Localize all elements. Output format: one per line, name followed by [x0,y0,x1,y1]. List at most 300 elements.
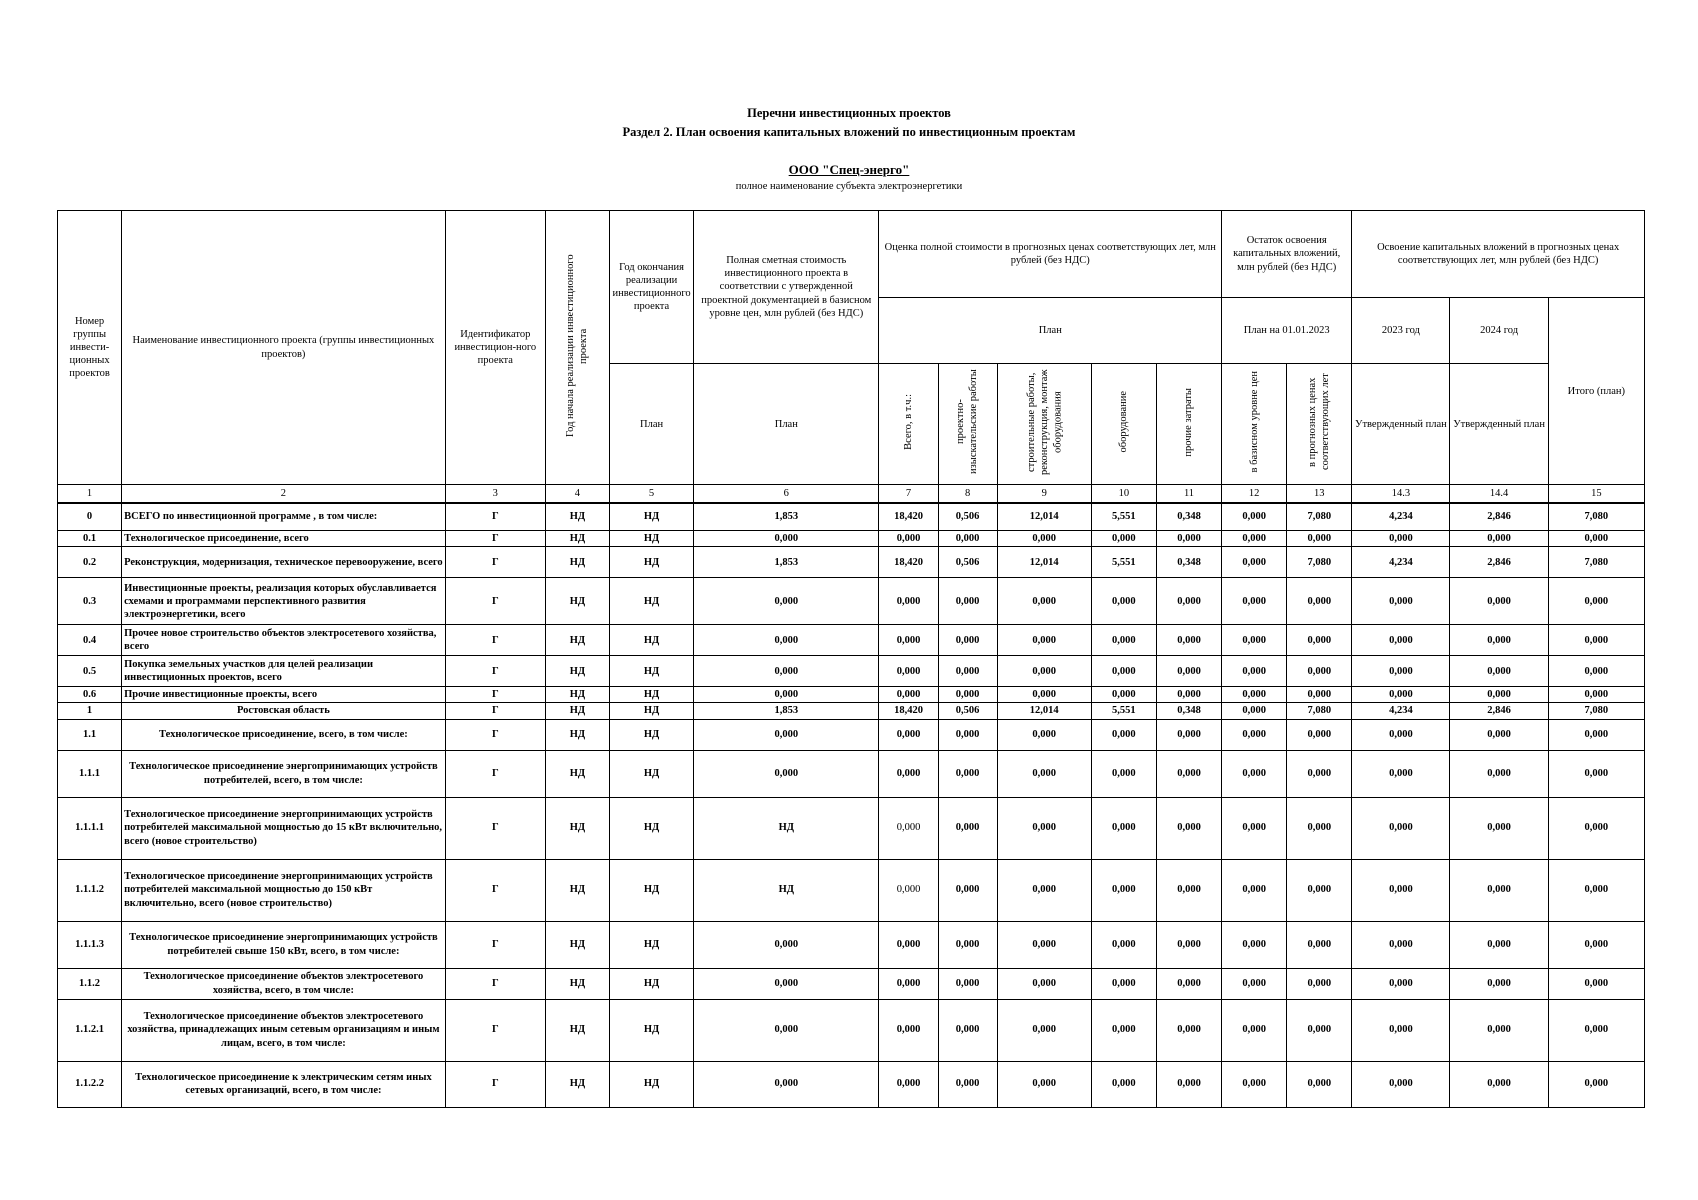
plan-2023-cell: 0,000 [1352,656,1450,687]
header-end-year: Год окончания реализации инвестиционного проекта [609,211,693,364]
header-start-year-text: Год начала реализации инвестиционного проекта [565,254,590,437]
start-year-cell: НД [545,703,609,719]
header-equipment [1091,364,1156,485]
project-id-cell: Г [445,547,545,578]
remaining-forecast-cell: 7,080 [1287,503,1352,531]
total-plan-cell: 0,000 [1548,656,1644,687]
project-name-cell: Реконструкция, модернизация, техническое перевооружение, всего [122,547,446,578]
remaining-base-cell: 0,000 [1222,687,1287,703]
equipment-cost-cell: 0,000 [1091,921,1156,968]
total-cost-cell: 0,000 [879,999,938,1061]
project-name-cell: Технологическое присоединение энергопринимающих устройств потребителей максимальной мощностью до 150 кВт включительно, всего (новое строительство) [122,859,446,921]
end-year-cell: НД [609,656,693,687]
plan-2024-cell: 0,000 [1450,859,1548,921]
table-row [58,531,1645,547]
table-row [58,797,1645,859]
other-cost-cell: 0,348 [1156,547,1221,578]
end-year-cell: НД [609,719,693,750]
design-cost-cell: 0,000 [938,968,997,999]
design-cost-cell: 0,000 [938,719,997,750]
plan-2024-cell: 0,000 [1450,578,1548,625]
project-id-cell: Г [445,578,545,625]
table-header [58,211,1645,503]
table-row [58,1061,1645,1107]
construction-cost-cell: 0,000 [997,1061,1091,1107]
full-cost-cell: 1,853 [694,503,879,531]
construction-cost-cell: 0,000 [997,625,1091,656]
total-cost-cell: 0,000 [879,859,938,921]
plan-2024-cell: 0,000 [1450,656,1548,687]
design-cost-cell: 0,000 [938,999,997,1061]
design-cost-cell: 0,506 [938,547,997,578]
plan-2023-cell: 0,000 [1352,999,1450,1061]
end-year-cell: НД [609,687,693,703]
equipment-cost-cell: 0,000 [1091,1061,1156,1107]
total-cost-cell: 0,000 [879,687,938,703]
project-name-cell: Технологическое присоединение энергопринимающих устройств потребителей, всего, в том числе: [122,750,446,797]
remaining-base-cell: 0,000 [1222,859,1287,921]
remaining-forecast-cell: 0,000 [1287,625,1352,656]
header-plan-end: План [609,364,693,485]
project-name-cell: Инвестиционные проекты, реализация которых обуславливается схемами и программами перспективного развития электроэнергетики, всего [122,578,446,625]
full-cost-cell: 0,000 [694,656,879,687]
header-forecast-prices [1287,364,1352,485]
remaining-base-cell: 0,000 [1222,1061,1287,1107]
other-cost-cell: 0,000 [1156,719,1221,750]
end-year-cell: НД [609,859,693,921]
project-id-cell: Г [445,921,545,968]
header-other-costs [1156,364,1221,485]
column-number: 3 [445,485,545,503]
design-cost-cell: 0,000 [938,625,997,656]
column-number: 4 [545,485,609,503]
full-cost-cell: 0,000 [694,750,879,797]
remaining-base-cell: 0,000 [1222,578,1287,625]
remaining-forecast-cell: 0,000 [1287,921,1352,968]
header-approved-2024: Утвержденный план [1450,364,1548,485]
full-cost-cell: НД [694,797,879,859]
remaining-forecast-cell: 0,000 [1287,531,1352,547]
row-number-cell: 0.3 [58,578,122,625]
row-number-cell: 1.1.2 [58,968,122,999]
equipment-cost-cell: 0,000 [1091,750,1156,797]
full-cost-cell: 0,000 [694,1061,879,1107]
row-number-cell: 1.1.1.3 [58,921,122,968]
remaining-base-cell: 0,000 [1222,656,1287,687]
header-base-prices [1222,364,1287,485]
design-cost-cell: 0,000 [938,797,997,859]
project-name-cell: Технологическое присоединение к электрическим сетям иных сетевых организаций, всего, в том числе: [122,1061,446,1107]
total-plan-cell: 0,000 [1548,797,1644,859]
equipment-cost-cell: 5,551 [1091,703,1156,719]
end-year-cell: НД [609,578,693,625]
design-cost-cell: 0,000 [938,1061,997,1107]
plan-2023-cell: 0,000 [1352,1061,1450,1107]
total-plan-cell: 0,000 [1548,968,1644,999]
end-year-cell: НД [609,968,693,999]
column-number: 5 [609,485,693,503]
row-number-cell: 0 [58,503,122,531]
header-year-2024: 2024 год [1450,298,1548,364]
equipment-cost-cell: 0,000 [1091,687,1156,703]
plan-2023-cell: 0,000 [1352,625,1450,656]
full-cost-cell: 0,000 [694,921,879,968]
header-start-year [545,211,609,485]
start-year-cell: НД [545,921,609,968]
header-construction [997,364,1091,485]
total-plan-cell: 0,000 [1548,1061,1644,1107]
equipment-cost-cell: 5,551 [1091,547,1156,578]
header-development: Освоение капитальных вложений в прогнозных ценах соответствующих лет, млн рублей (без НДС) [1352,211,1645,298]
remaining-forecast-cell: 0,000 [1287,719,1352,750]
end-year-cell: НД [609,503,693,531]
design-cost-cell: 0,000 [938,578,997,625]
plan-2024-cell: 0,000 [1450,968,1548,999]
column-number: 14.4 [1450,485,1548,503]
header-remaining: Остаток освоения капитальных вложений, млн рублей (без НДС) [1222,211,1352,298]
header-total-plan: Итого (план) [1548,298,1644,485]
remaining-base-cell: 0,000 [1222,703,1287,719]
start-year-cell: НД [545,750,609,797]
column-number: 2 [122,485,446,503]
project-id-cell: Г [445,797,545,859]
plan-2023-cell: 0,000 [1352,750,1450,797]
plan-2023-cell: 0,000 [1352,968,1450,999]
start-year-cell: НД [545,687,609,703]
remaining-base-cell: 0,000 [1222,531,1287,547]
remaining-forecast-cell: 0,000 [1287,656,1352,687]
design-cost-cell: 0,000 [938,656,997,687]
total-cost-cell: 0,000 [879,750,938,797]
project-id-cell: Г [445,750,545,797]
start-year-cell: НД [545,656,609,687]
table-row [58,547,1645,578]
column-numbers-row [58,485,1645,503]
construction-cost-cell: 0,000 [997,750,1091,797]
project-name-cell: ВСЕГО по инвестиционной программе , в том числе: [122,503,446,531]
plan-2023-cell: 0,000 [1352,921,1450,968]
column-number: 14.3 [1352,485,1450,503]
remaining-forecast-cell: 0,000 [1287,968,1352,999]
plan-2024-cell: 0,000 [1450,921,1548,968]
column-number: 10 [1091,485,1156,503]
column-number: 12 [1222,485,1287,503]
total-cost-cell: 18,420 [879,503,938,531]
start-year-cell: НД [545,1061,609,1107]
plan-2024-cell: 0,000 [1450,719,1548,750]
full-cost-cell: 0,000 [694,999,879,1061]
remaining-forecast-cell: 0,000 [1287,1061,1352,1107]
plan-2023-cell: 4,234 [1352,547,1450,578]
project-name-cell: Прочие инвестиционные проекты, всего [122,687,446,703]
construction-cost-cell: 0,000 [997,656,1091,687]
plan-2023-cell: 4,234 [1352,703,1450,719]
remaining-base-cell: 0,000 [1222,999,1287,1061]
full-cost-cell: НД [694,859,879,921]
plan-2023-cell: 0,000 [1352,687,1450,703]
equipment-cost-cell: 0,000 [1091,859,1156,921]
start-year-cell: НД [545,797,609,859]
remaining-forecast-cell: 0,000 [1287,750,1352,797]
design-cost-cell: 0,000 [938,531,997,547]
remaining-forecast-cell: 0,000 [1287,859,1352,921]
table-row [58,687,1645,703]
project-name-cell: Технологическое присоединение объектов электросетевого хозяйства, принадлежащих иным сетевым организациям и иным лицам, всего, в том числе: [122,999,446,1061]
header-plan-cost: План [694,364,879,485]
full-cost-cell: 0,000 [694,578,879,625]
plan-2023-cell: 0,000 [1352,859,1450,921]
column-number: 8 [938,485,997,503]
header-full-cost: Полная сметная стоимость инвестиционного проекта в соответствии с утвержденной проектной документацией в базисном уровне цен, млн рублей (без НДС) [694,211,879,364]
full-cost-cell: 1,853 [694,703,879,719]
row-number-cell: 1.1.1 [58,750,122,797]
equipment-cost-cell: 0,000 [1091,999,1156,1061]
row-number-cell: 1.1.1.1 [58,797,122,859]
header-base-prices-text: в базисном уровне цен [1248,371,1260,473]
equipment-cost-cell: 0,000 [1091,968,1156,999]
project-name-cell: Прочее новое строительство объектов электросетевого хозяйства, всего [122,625,446,656]
project-id-cell: Г [445,968,545,999]
remaining-base-cell: 0,000 [1222,625,1287,656]
table-row [58,921,1645,968]
total-cost-cell: 0,000 [879,719,938,750]
other-cost-cell: 0,000 [1156,859,1221,921]
table-row [58,503,1645,531]
row-number-cell: 0.6 [58,687,122,703]
construction-cost-cell: 0,000 [997,578,1091,625]
project-name-cell: Технологическое присоединение, всего [122,531,446,547]
remaining-forecast-cell: 7,080 [1287,547,1352,578]
end-year-cell: НД [609,750,693,797]
construction-cost-cell: 0,000 [997,797,1091,859]
total-plan-cell: 0,000 [1548,531,1644,547]
table-row [58,703,1645,719]
plan-2024-cell: 0,000 [1450,1061,1548,1107]
total-plan-cell: 7,080 [1548,703,1644,719]
start-year-cell: НД [545,578,609,625]
plan-2023-cell: 0,000 [1352,719,1450,750]
total-cost-cell: 0,000 [879,1061,938,1107]
total-plan-cell: 0,000 [1548,578,1644,625]
header-total-incl-text: Всего, в т.ч.: [902,394,914,450]
table-row [58,578,1645,625]
design-cost-cell: 0,000 [938,750,997,797]
row-number-cell: 0.4 [58,625,122,656]
start-year-cell: НД [545,547,609,578]
construction-cost-cell: 12,014 [997,547,1091,578]
start-year-cell: НД [545,999,609,1061]
construction-cost-cell: 0,000 [997,859,1091,921]
other-cost-cell: 0,000 [1156,1061,1221,1107]
other-cost-cell: 0,348 [1156,503,1221,531]
remaining-base-cell: 0,000 [1222,503,1287,531]
plan-2024-cell: 0,000 [1450,531,1548,547]
header-forecast-cost: Оценка полной стоимости в прогнозных ценах соответствующих лет, млн рублей (без НДС) [879,211,1222,298]
row-number-cell: 1.1.2.2 [58,1061,122,1107]
table-row [58,859,1645,921]
remaining-base-cell: 0,000 [1222,547,1287,578]
column-number: 7 [879,485,938,503]
column-number: 13 [1287,485,1352,503]
project-name-cell: Технологическое присоединение, всего, в том числе: [122,719,446,750]
row-number-cell: 1 [58,703,122,719]
equipment-cost-cell: 0,000 [1091,797,1156,859]
design-cost-cell: 0,000 [938,859,997,921]
total-plan-cell: 7,080 [1548,503,1644,531]
start-year-cell: НД [545,859,609,921]
plan-2024-cell: 0,000 [1450,999,1548,1061]
table-row [58,968,1645,999]
organization-caption: полное наименование субъекта электроэнергетики [735,181,963,192]
project-name-cell: Технологическое присоединение энергопринимающих устройств потребителей максимальной мощностью до 15 кВт включительно, всего (новое строительство) [122,797,446,859]
total-plan-cell: 0,000 [1548,921,1644,968]
start-year-cell: НД [545,503,609,531]
total-plan-cell: 0,000 [1548,750,1644,797]
header-project-name: Наименование инвестиционного проекта (группы инвестиционных проектов) [122,211,446,485]
table-row [58,625,1645,656]
project-name-cell: Покупка земельных участков для целей реализации инвестиционных проектов, всего [122,656,446,687]
header-equipment-text: оборудование [1118,391,1130,453]
full-cost-cell: 1,853 [694,547,879,578]
header-construction-text: строительные работы, реконструкция, монтаж оборудования [1025,369,1063,475]
end-year-cell: НД [609,703,693,719]
construction-cost-cell: 0,000 [997,687,1091,703]
end-year-cell: НД [609,797,693,859]
row-number-cell: 1.1.1.2 [58,859,122,921]
remaining-forecast-cell: 0,000 [1287,797,1352,859]
start-year-cell: НД [545,531,609,547]
plan-2024-cell: 0,000 [1450,750,1548,797]
other-cost-cell: 0,000 [1156,625,1221,656]
row-number-cell: 0.5 [58,656,122,687]
plan-2024-cell: 2,846 [1450,547,1548,578]
project-name-cell: Технологическое присоединение энергопринимающих устройств потребителей свыше 150 кВт, всего, в том числе: [122,921,446,968]
total-cost-cell: 0,000 [879,921,938,968]
plan-2024-cell: 2,846 [1450,503,1548,531]
total-cost-cell: 0,000 [879,531,938,547]
header-year-2023: 2023 год [1352,298,1450,364]
table-row [58,999,1645,1061]
end-year-cell: НД [609,1061,693,1107]
project-id-cell: Г [445,531,545,547]
end-year-cell: НД [609,625,693,656]
total-cost-cell: 18,420 [879,547,938,578]
total-plan-cell: 0,000 [1548,625,1644,656]
remaining-base-cell: 0,000 [1222,797,1287,859]
document-subtitle: Раздел 2. План освоения капитальных вложений по инвестиционным проектам [622,125,1076,139]
total-plan-cell: 0,000 [1548,859,1644,921]
construction-cost-cell: 0,000 [997,531,1091,547]
project-id-cell: Г [445,656,545,687]
full-cost-cell: 0,000 [694,687,879,703]
remaining-base-cell: 0,000 [1222,968,1287,999]
header-total-incl [879,364,938,485]
other-cost-cell: 0,000 [1156,578,1221,625]
investment-plan-table [57,210,1645,1108]
equipment-cost-cell: 0,000 [1091,719,1156,750]
remaining-base-cell: 0,000 [1222,921,1287,968]
project-id-cell: Г [445,1061,545,1107]
project-id-cell: Г [445,703,545,719]
row-number-cell: 0.1 [58,531,122,547]
plan-2024-cell: 0,000 [1450,797,1548,859]
construction-cost-cell: 12,014 [997,703,1091,719]
column-number: 1 [58,485,122,503]
plan-2024-cell: 0,000 [1450,687,1548,703]
plan-2024-cell: 2,846 [1450,703,1548,719]
table-body [58,503,1645,1107]
plan-2023-cell: 0,000 [1352,797,1450,859]
header-approved-2023: Утвержденный план [1352,364,1450,485]
total-cost-cell: 0,000 [879,797,938,859]
other-cost-cell: 0,000 [1156,656,1221,687]
total-cost-cell: 0,000 [879,968,938,999]
design-cost-cell: 0,506 [938,703,997,719]
table-row [58,719,1645,750]
start-year-cell: НД [545,625,609,656]
total-cost-cell: 0,000 [879,656,938,687]
project-id-cell: Г [445,625,545,656]
remaining-base-cell: 0,000 [1222,750,1287,797]
row-number-cell: 0.2 [58,547,122,578]
project-id-cell: Г [445,719,545,750]
equipment-cost-cell: 0,000 [1091,531,1156,547]
table-row [58,750,1645,797]
project-id-cell: Г [445,503,545,531]
construction-cost-cell: 12,014 [997,503,1091,531]
remaining-forecast-cell: 0,000 [1287,999,1352,1061]
column-number: 9 [997,485,1091,503]
plan-2023-cell: 0,000 [1352,531,1450,547]
project-id-cell: Г [445,687,545,703]
other-cost-cell: 0,000 [1156,999,1221,1061]
document-title: Перечни инвестиционных проектов [747,106,951,120]
remaining-base-cell: 0,000 [1222,719,1287,750]
header-plan: План [879,298,1222,364]
other-cost-cell: 0,348 [1156,703,1221,719]
equipment-cost-cell: 5,551 [1091,503,1156,531]
design-cost-cell: 0,506 [938,503,997,531]
header-forecast-prices-text: в прогнозных ценах соответствующих лет [1307,373,1332,471]
equipment-cost-cell: 0,000 [1091,625,1156,656]
total-plan-cell: 0,000 [1548,719,1644,750]
total-cost-cell: 0,000 [879,625,938,656]
start-year-cell: НД [545,719,609,750]
header-design [938,364,997,485]
other-cost-cell: 0,000 [1156,687,1221,703]
header-project-id: Идентификатор инвестицион-ного проекта [445,211,545,485]
project-name-cell: Технологическое присоединение объектов электросетевого хозяйства, всего, в том числе: [122,968,446,999]
total-plan-cell: 0,000 [1548,687,1644,703]
other-cost-cell: 0,000 [1156,968,1221,999]
header-design-text: проектно-изыскательские работы [955,369,980,475]
table-row [58,656,1645,687]
total-plan-cell: 0,000 [1548,999,1644,1061]
project-id-cell: Г [445,999,545,1061]
header-other-costs-text: прочие затраты [1183,387,1195,457]
design-cost-cell: 0,000 [938,921,997,968]
total-plan-cell: 7,080 [1548,547,1644,578]
column-number: 11 [1156,485,1221,503]
remaining-forecast-cell: 0,000 [1287,578,1352,625]
construction-cost-cell: 0,000 [997,999,1091,1061]
organization-name-text: ООО "Спец-энерго" [788,162,910,177]
organization-name [0,162,1698,178]
project-id-cell: Г [445,859,545,921]
full-cost-cell: 0,000 [694,531,879,547]
header-group-number: Номер группы инвести-ционных проектов [58,211,122,485]
construction-cost-cell: 0,000 [997,968,1091,999]
